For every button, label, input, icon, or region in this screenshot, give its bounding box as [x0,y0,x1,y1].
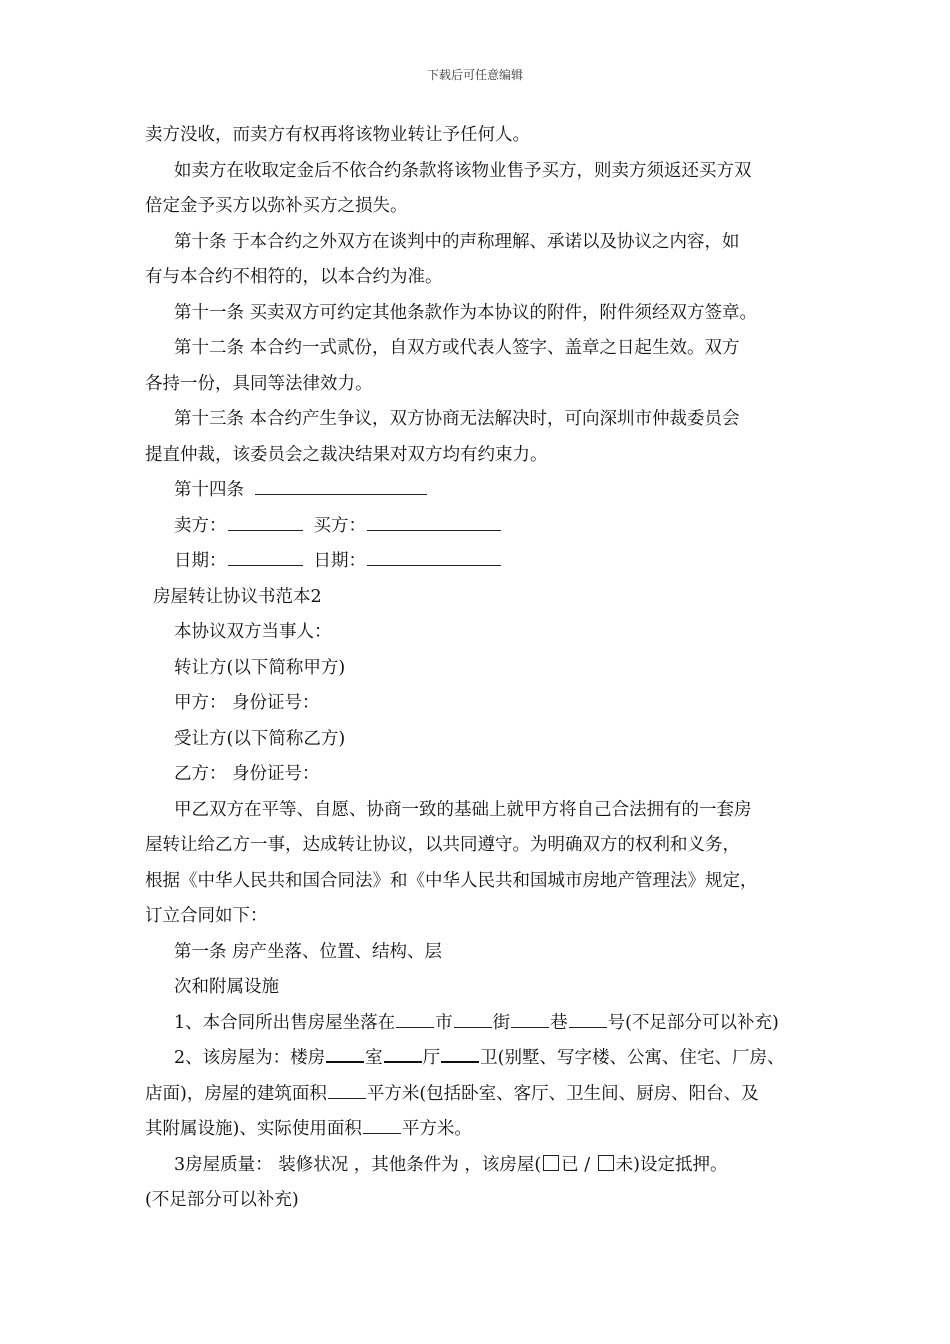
text-line: 卖方没收，而卖方有权再将该物业转让予任何人。 [145,125,530,145]
number-blank [569,1026,607,1028]
clause-1 [145,1006,815,1042]
clause-2-text: 2、该房屋为：楼房 [174,1048,326,1068]
hall-blank [441,1060,479,1063]
text-line: 订立合同如下： [145,906,268,926]
text-segment: 平方米。 [401,1119,472,1139]
article-13: 第十三条 本合约产生争议，双方协商无法解决时，可向深圳市仲裁委员会 [174,409,740,429]
street-blank [454,1026,492,1028]
article-10: 第十条 于本合约之外双方在谈判中的声称理解、承诺以及协议之内容，如 [174,231,740,252]
text-line: 转让方(以下简称甲方) [174,657,346,678]
article-12: 第十二条 本合约一式贰份，自双方或代表人签字、盖章之日起生效。双方 [174,338,740,358]
text-line: 次和附属设施 [174,977,279,997]
party-a-line: 甲方： 身份证号： [174,693,320,713]
buyer-date-blank [367,564,501,566]
text-line: 本协议双方当事人： [174,622,332,642]
checkbox-icon [543,1155,559,1171]
text-line: 如卖方在收取定金后不依合约条款将该物业售予买方，则卖方须返还买方双 [174,160,752,181]
text-segment: 店面)，房屋的建筑面积 [145,1083,327,1104]
text-segment: 平方米(包括卧室、客厅、卫生间、厨房、阳台、及 [366,1083,759,1104]
lane-blank [511,1026,549,1028]
text-line: 倍定金予买方以弥补买方之损失。 [145,196,408,216]
buyer-date-label: 日期： [313,551,366,571]
buyer-blank [367,529,501,531]
text-line: 各持一份，具同等法律效力。 [145,373,373,394]
document-body [145,118,815,1219]
party-b-line: 乙方： 身份证号： [174,764,320,784]
seller-date-label: 日期： [174,551,227,571]
usable-area-blank [363,1132,401,1134]
article-14-blank [255,493,427,495]
checkbox-icon [598,1155,614,1171]
article-14-label: 第十四条 [174,480,244,500]
article-14 [145,473,815,509]
text-line: 提直仲裁，该委员会之裁决结果对双方均有约束力。 [145,444,548,465]
lane-label: 巷 [550,1012,568,1033]
room-label: 室 [365,1048,383,1068]
bath-label: 卫(别墅、写字楼、公寓、住宅、厂房、 [480,1048,785,1068]
seller-blank [228,529,303,531]
seller-date-blank [228,564,303,566]
room-blank [384,1060,422,1063]
text-segment: 3房屋质量： 装修状况 ，其他条件为 ，该房屋( [174,1154,542,1175]
street-label: 街 [492,1012,511,1033]
text-line: 屋转让给乙方一事，达成转让协议，以共同遵守。为明确双方的权利和义务， [145,835,740,855]
article-11: 第十一条 买卖双方可约定其他条款作为本协议的附件，附件须经双方签章。 [174,302,758,323]
text-line: 甲乙双方在平等、自愿、协商一致的基础上就甲方将自己合法拥有的一套房 [174,799,752,820]
text-line: 受让方(以下简称乙方) [174,728,346,749]
section-title: 房屋转让协议书范本2 [153,586,322,607]
signature-line [145,509,815,545]
text-line: (不足部分可以补充) [145,1190,299,1210]
clause-2-line-2 [145,1077,815,1113]
building-area-blank [328,1097,366,1099]
number-label: 号(不足部分可以补充) [607,1012,779,1033]
text-segment: 已 / [561,1154,596,1175]
buyer-label: 买方： [313,515,366,536]
seller-label: 卖方： [174,515,227,536]
city-blank [396,1026,434,1028]
hall-label: 厅 [422,1048,441,1068]
text-line: 有与本合约不相符的，以本合约为准。 [145,267,443,287]
text-segment: 其附属设施)、实际使用面积 [145,1119,362,1139]
clause-2 [145,1041,815,1077]
city-label: 市 [435,1012,453,1033]
date-line [145,544,815,580]
clause-2-line-3 [145,1112,815,1148]
text-line: 根据《中华人民共和国合同法》和《中华人民共和国城市房地产管理法》规定， [145,870,758,891]
article-1: 第一条 房产坐落、位置、结构、层 [174,941,443,962]
text-segment: 未)设定抵押。 [615,1154,728,1175]
clause-3 [145,1148,815,1184]
building-blank [326,1060,364,1063]
page-header: 下载后可任意编辑 [426,68,523,82]
clause-1-text: 1、本合同所出售房屋坐落在 [174,1012,396,1033]
